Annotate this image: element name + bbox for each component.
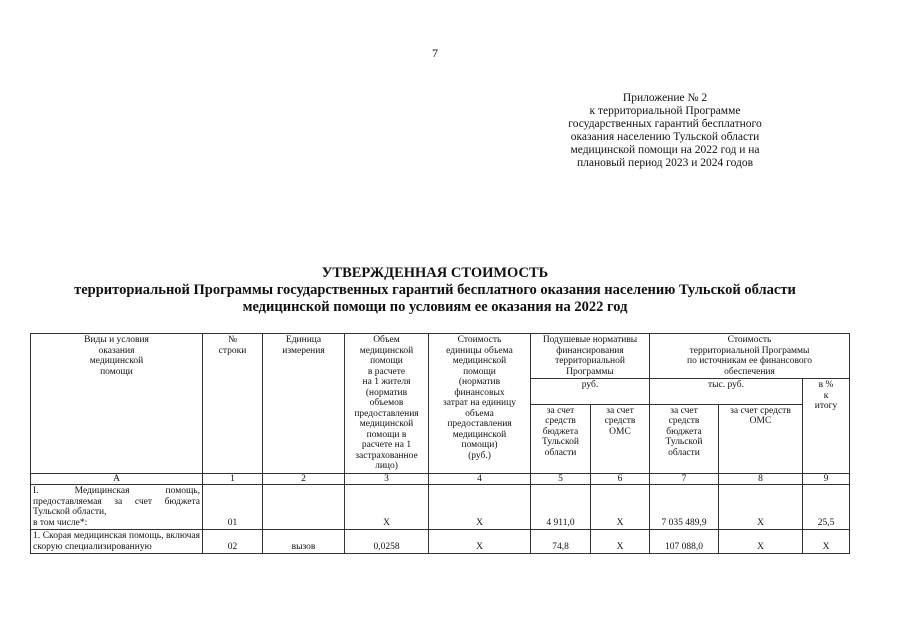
header-row-number (203, 334, 263, 474)
header-text: за счет (546, 405, 575, 416)
row-oms-rub: Х (591, 530, 650, 554)
header-text: финансовых (454, 387, 505, 398)
header-text: лицо) (375, 461, 398, 471)
header-text: помощи (463, 366, 496, 377)
header-text: предоставления (354, 408, 419, 419)
appendix-line: медицинской помощи на 2022 год и на (570, 144, 760, 156)
header-text: медицинской (452, 356, 507, 366)
cost-table (30, 333, 850, 554)
header-text: единицы объема (446, 345, 513, 356)
header-text: к (823, 390, 829, 401)
row-name-cell (31, 530, 203, 554)
header-text: объема (465, 408, 494, 419)
header-text: Тульской (542, 437, 579, 447)
row-unit (263, 485, 345, 530)
column-number: 2 (263, 473, 345, 485)
header-text: Стоимость (727, 335, 772, 345)
header-text: на 1 жителя (362, 377, 411, 387)
header-percent (803, 379, 850, 474)
header-volume (345, 334, 429, 474)
header-cost-total (650, 334, 850, 379)
row-budget-rub: 4 911,0 (531, 485, 591, 530)
row-name-cell (31, 485, 203, 530)
header-text: помощи (370, 356, 403, 366)
table-row (31, 485, 850, 530)
header-text: (норматив (458, 377, 501, 387)
column-number: 9 (803, 473, 850, 485)
header-text: оказания (98, 345, 135, 356)
header-oms-rub (591, 404, 650, 473)
header-text: помощи) (461, 440, 498, 450)
row-percent: Х (803, 530, 850, 554)
header-text: ОМС (749, 416, 772, 426)
header-text: в % (818, 380, 834, 390)
column-number: 8 (719, 473, 803, 485)
row-unit-cost: Х (429, 530, 531, 554)
row-oms-rub: Х (591, 485, 650, 530)
column-number: А (31, 473, 203, 485)
row-oms-thousand: Х (719, 485, 803, 530)
header-text: медицинской (89, 356, 144, 366)
column-number: 5 (531, 473, 591, 485)
row-unit: вызов (263, 530, 345, 554)
title-subtitle-line1: территориальной Программы государственных гарантий бесплатного оказания населению Тульской области (74, 282, 796, 298)
header-text: объемов (369, 398, 404, 408)
header-unit-cost (429, 334, 531, 474)
header-text: Стоимость (457, 335, 502, 345)
header-types (31, 334, 203, 474)
row-volume: Х (345, 485, 429, 530)
appendix-line: государственных гарантий бесплатного (568, 118, 762, 130)
header-text: медицинской (359, 345, 414, 356)
header-text: предоставления (447, 419, 512, 429)
header-text: измерения (282, 345, 325, 356)
header-text: (руб.) (468, 450, 491, 461)
row-oms-thousand: Х (719, 530, 803, 554)
column-number-row (31, 473, 850, 485)
header-unit (263, 334, 345, 474)
page-number: 7 (432, 46, 438, 60)
header-text: в расчете (367, 366, 406, 377)
header-text: итогу (814, 401, 838, 411)
document-title (0, 265, 870, 316)
header-text: по источникам ее финансового (686, 356, 813, 366)
header-text: помощи в (366, 429, 407, 440)
header-text: Виды и условия (84, 335, 149, 345)
header-budget-rub (531, 404, 591, 473)
table-header-row (31, 334, 850, 379)
header-text: (норматив (365, 387, 408, 398)
header-text: ОМС (609, 426, 631, 437)
header-text: за счет (670, 405, 698, 416)
header-text: области (668, 447, 700, 458)
header-text: средств (668, 416, 700, 426)
column-number: 7 (650, 473, 719, 485)
header-text: Тульской (665, 437, 703, 447)
header-text: строки (218, 345, 247, 356)
header-text: бюджета (542, 426, 579, 437)
header-text: № (227, 335, 238, 345)
appendix-line: к территориальной Программе (589, 105, 741, 117)
title-main: УТВЕРЖДЕННАЯ СТОИМОСТЬ (321, 265, 549, 281)
row-name-tail: в том числе*: (33, 517, 88, 528)
header-text: медицинской (452, 429, 507, 440)
row-volume: 0,0258 (345, 530, 429, 554)
header-text: затрат на единицу (443, 398, 516, 408)
title-subtitle-line2: медицинской помощи по условиям ее оказания на 2022 год (242, 299, 628, 315)
header-text: помощи (100, 366, 133, 377)
header-text: за счет (606, 405, 634, 416)
header-text: расчете на 1 (361, 440, 412, 450)
header-text: средств (545, 416, 576, 426)
row-name: 1. Скорая медицинская помощь, включая скорую специализированную (33, 531, 200, 552)
header-text: Подушевые нормативы (542, 335, 638, 345)
header-thousand-rub: тыс. руб. (650, 379, 803, 405)
row-budget-rub: 74,8 (531, 530, 591, 554)
row-unit-cost: Х (429, 485, 531, 530)
appendix-line: Приложение № 2 (622, 92, 708, 104)
header-text: области (544, 447, 577, 458)
header-text: финансирования (556, 345, 624, 356)
header-text: бюджета (666, 426, 702, 437)
header-text: средств (604, 416, 636, 426)
column-number: 6 (591, 473, 650, 485)
row-number: 01 (203, 485, 263, 530)
row-percent: 25,5 (803, 485, 850, 530)
appendix-line: плановый период 2023 и 2024 годов (576, 157, 754, 169)
column-number: 1 (203, 473, 263, 485)
header-budget-thousand (650, 404, 719, 473)
appendix-note (540, 92, 790, 170)
table-row (31, 530, 850, 554)
column-number: 4 (429, 473, 531, 485)
header-text: территориальной Программы (689, 345, 810, 356)
header-text: за счет средств (730, 405, 791, 416)
header-rub: руб. (531, 379, 650, 405)
header-text: Программы (566, 366, 614, 377)
row-budget-thousand: 7 035 489,9 (650, 485, 719, 530)
header-per-capita (531, 334, 650, 379)
row-budget-thousand: 107 088,0 (650, 530, 719, 554)
appendix-line: оказания населению Тульской области (570, 131, 760, 143)
header-text: медицинской (359, 419, 414, 429)
header-text: застрахованное (355, 450, 418, 461)
row-number: 02 (203, 530, 263, 554)
row-name: I. Медицинская помощь, предоставляемая за счет бюджета Тульской области, (33, 486, 200, 517)
header-oms-thousand (719, 404, 803, 473)
header-text: Единица (285, 335, 322, 345)
header-text: территориальной (555, 356, 625, 366)
header-text: обеспечения (724, 366, 775, 377)
header-text: Объем (373, 335, 400, 345)
column-number: 3 (345, 473, 429, 485)
